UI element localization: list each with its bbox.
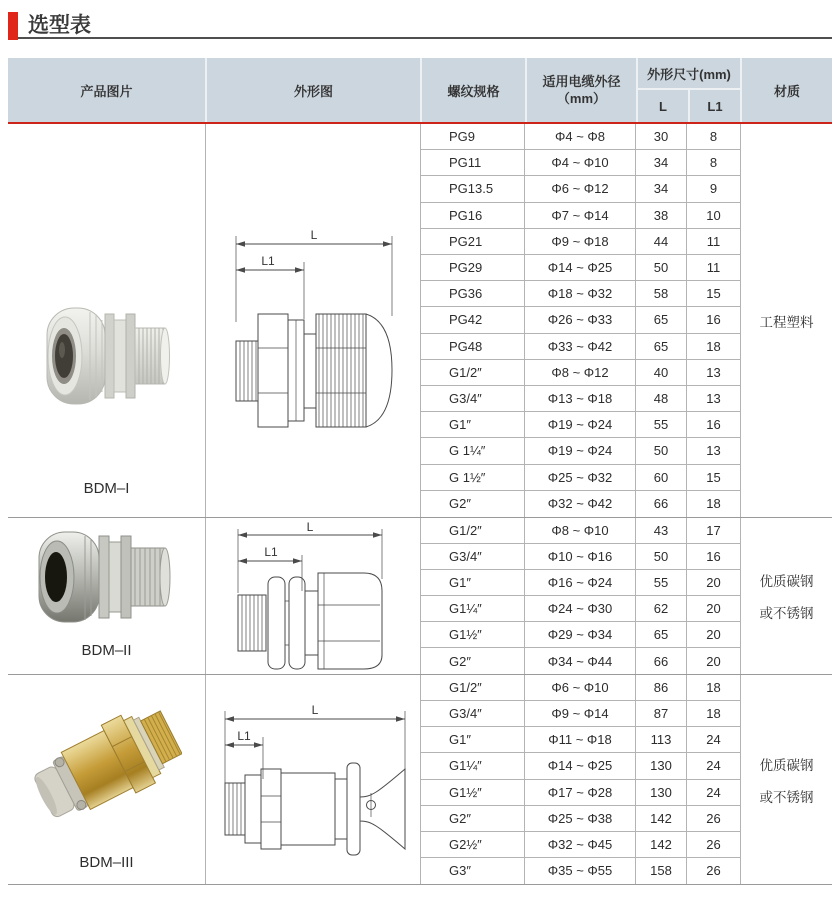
product-image-cell xyxy=(8,518,205,674)
thread-spec-cell: G3/4″ xyxy=(421,544,525,570)
header-cable-od xyxy=(525,58,636,122)
dim-l-cell: 30 xyxy=(636,124,687,150)
title-underline xyxy=(8,37,832,39)
thread-spec-cell: G2″ xyxy=(421,491,525,517)
dim-l1-cell: 8 xyxy=(687,150,740,176)
dim-l-cell: 34 xyxy=(636,150,687,176)
dim-l1-cell: 18 xyxy=(687,675,740,701)
dim-l1-cell: 26 xyxy=(687,832,740,858)
cable-od-cell: Φ9 ~ Φ18 xyxy=(525,229,636,255)
material-text: 或不锈钢 xyxy=(759,606,814,621)
material-text: 优质碳钢 xyxy=(759,757,814,773)
dim-l-cell: 58 xyxy=(636,281,687,307)
dim-label-l: L xyxy=(311,703,319,717)
header-dim-l: L xyxy=(659,98,667,114)
spec-rows-grid xyxy=(420,518,740,674)
cable-od-cell: Φ34 ~ Φ44 xyxy=(525,648,636,674)
thread-spec-cell: PG42 xyxy=(421,307,525,333)
header-cable-od-line1: 适用电缆外径 xyxy=(542,74,621,89)
section-bdm-3 xyxy=(8,674,832,884)
cable-od-cell: Φ24 ~ Φ30 xyxy=(525,596,636,622)
material-text: 优质碳钢 xyxy=(759,574,814,589)
cable-od-cell: Φ11 ~ Φ18 xyxy=(525,727,636,753)
cable-od-cell: Φ19 ~ Φ24 xyxy=(525,438,636,464)
table-body xyxy=(8,124,832,885)
header-dim-l1: L1 xyxy=(688,90,740,122)
thread-spec-cell: PG21 xyxy=(421,229,525,255)
header-dimensions xyxy=(636,58,740,122)
header-cable-od-line2: （mm） xyxy=(556,91,607,106)
outline-drawing-cell xyxy=(205,518,420,674)
dim-label-l1: L1 xyxy=(237,729,251,743)
outline-drawing-bdm-3 xyxy=(213,701,413,869)
dim-l-cell: 66 xyxy=(636,648,687,674)
section-bdm-2 xyxy=(8,517,832,674)
dim-l-cell: 55 xyxy=(636,570,687,596)
thread-spec-cell: G2½″ xyxy=(421,832,525,858)
header-material: 材质 xyxy=(740,58,832,122)
cable-od-cell: Φ14 ~ Φ25 xyxy=(525,753,636,779)
thread-spec-cell: G 1½″ xyxy=(421,465,525,491)
model-label: BDM–I xyxy=(83,480,130,497)
thread-spec-cell: G1½″ xyxy=(421,622,525,648)
thread-spec-cell: G3/4″ xyxy=(421,701,525,727)
title-bar xyxy=(8,11,832,43)
dim-l1-cell: 20 xyxy=(687,596,740,622)
product-image-cell xyxy=(8,124,205,517)
dim-l1-cell: 8 xyxy=(687,124,740,150)
header-dimensions-sub xyxy=(638,90,740,122)
cable-od-cell: Φ8 ~ Φ12 xyxy=(525,360,636,386)
thread-spec-cell: G1¼″ xyxy=(421,596,525,622)
thread-spec-cell: G2″ xyxy=(421,806,525,832)
cable-od-cell: Φ17 ~ Φ28 xyxy=(525,780,636,806)
cable-od-cell: Φ25 ~ Φ32 xyxy=(525,465,636,491)
header-thread-spec: 螺纹规格 xyxy=(420,58,525,122)
dim-l-cell: 50 xyxy=(636,544,687,570)
thread-spec-cell: G1″ xyxy=(421,570,525,596)
cable-od-cell: Φ14 ~ Φ25 xyxy=(525,255,636,281)
dim-l-cell: 50 xyxy=(636,438,687,464)
dim-l-cell: 130 xyxy=(636,780,687,806)
thread-spec-cell: PG36 xyxy=(421,281,525,307)
model-label: BDM–II xyxy=(81,642,132,659)
dim-l-cell: 38 xyxy=(636,203,687,229)
dim-l1-cell: 10 xyxy=(687,203,740,229)
cable-od-cell: Φ13 ~ Φ18 xyxy=(525,386,636,412)
dim-l-cell: 34 xyxy=(636,176,687,202)
material-text: 工程塑料 xyxy=(759,314,814,330)
outline-drawing-cell xyxy=(205,675,420,884)
outline-drawing-bdm-1 xyxy=(216,224,411,429)
dim-l1-cell: 24 xyxy=(687,727,740,753)
table-header-row xyxy=(8,58,832,122)
dim-label-l: L xyxy=(310,228,317,242)
product-image-cell xyxy=(8,675,205,884)
cable-od-cell: Φ4 ~ Φ10 xyxy=(525,150,636,176)
outline-drawing-cell xyxy=(205,124,420,517)
dim-l-cell: 40 xyxy=(636,360,687,386)
thread-spec-cell: G 1¼″ xyxy=(421,438,525,464)
dim-l-cell: 48 xyxy=(636,386,687,412)
title-red-marker xyxy=(8,12,18,40)
cable-od-cell: Φ19 ~ Φ24 xyxy=(525,412,636,438)
dim-l1-cell: 26 xyxy=(687,806,740,832)
dim-l1-cell: 16 xyxy=(687,412,740,438)
cable-od-cell: Φ32 ~ Φ45 xyxy=(525,832,636,858)
thread-spec-cell: PG16 xyxy=(421,203,525,229)
material-cell xyxy=(740,675,832,884)
dim-l1-cell: 11 xyxy=(687,255,740,281)
thread-spec-cell: G3″ xyxy=(421,858,525,884)
thread-spec-cell: G1¼″ xyxy=(421,753,525,779)
dim-l1-cell: 13 xyxy=(687,360,740,386)
dim-l-cell: 86 xyxy=(636,675,687,701)
dim-l-cell: 66 xyxy=(636,491,687,517)
dim-l1-cell: 9 xyxy=(687,176,740,202)
thread-spec-cell: PG29 xyxy=(421,255,525,281)
dim-l-cell: 130 xyxy=(636,753,687,779)
cable-od-cell: Φ16 ~ Φ24 xyxy=(525,570,636,596)
thread-spec-cell: G1″ xyxy=(421,412,525,438)
dim-l1-cell: 11 xyxy=(687,229,740,255)
model-label: BDM–III xyxy=(79,854,134,871)
material-text: 或不锈钢 xyxy=(759,789,814,805)
dim-l1-cell: 26 xyxy=(706,863,721,879)
cable-od-cell: Φ32 ~ Φ42 xyxy=(525,491,636,517)
thread-spec-cell: PG13.5 xyxy=(421,176,525,202)
cable-od-cell: Φ10 ~ Φ16 xyxy=(525,544,636,570)
dim-label-l: L xyxy=(306,521,313,534)
dim-label-l1: L1 xyxy=(260,254,275,268)
dim-l1-cell: 18 xyxy=(687,334,740,360)
dim-l-cell: 142 xyxy=(636,832,687,858)
cable-od-cell: Φ26 ~ Φ33 xyxy=(525,307,636,333)
dim-l1-cell: 13 xyxy=(687,438,740,464)
dim-l-cell: 142 xyxy=(636,806,687,832)
dim-l-cell: 55 xyxy=(636,412,687,438)
dim-l-cell: 65 xyxy=(636,307,687,333)
cable-od-cell: Φ25 ~ Φ38 xyxy=(525,806,636,832)
dim-l-cell: 65 xyxy=(636,622,687,648)
material-cell xyxy=(740,124,832,517)
material-cell xyxy=(740,518,832,674)
thread-spec-cell: PG9 xyxy=(421,124,525,150)
product-photo-bdm-2-metal-gland xyxy=(37,528,177,626)
cable-od-cell: Φ7 ~ Φ14 xyxy=(525,203,636,229)
thread-spec-cell: G3/4″ xyxy=(421,386,525,412)
dim-l-cell: 113 xyxy=(636,727,687,753)
product-photo-bdm-1-plastic-gland xyxy=(44,300,170,412)
dim-l1-cell: 20 xyxy=(687,570,740,596)
thread-spec-cell: G2″ xyxy=(421,648,525,674)
outline-drawing-bdm-2 xyxy=(216,521,411,671)
page-title: 选型表 xyxy=(28,14,91,37)
dim-l1-cell: 20 xyxy=(706,653,721,669)
dim-l-cell: 65 xyxy=(636,334,687,360)
dim-l-cell: 43 xyxy=(636,518,687,544)
cable-od-cell: Φ35 ~ Φ55 xyxy=(525,858,636,884)
cable-od-cell: Φ29 ~ Φ34 xyxy=(525,622,636,648)
spec-rows-grid xyxy=(420,675,740,884)
dim-l-cell: 60 xyxy=(636,465,687,491)
dim-l-cell: 44 xyxy=(636,229,687,255)
thread-spec-cell: G1/2″ xyxy=(421,675,525,701)
dim-l1-cell: 16 xyxy=(687,307,740,333)
selection-table xyxy=(8,58,832,885)
dim-l1-cell: 24 xyxy=(687,753,740,779)
dim-l1-cell: 18 xyxy=(687,701,740,727)
thread-spec-cell: PG48 xyxy=(421,334,525,360)
dim-l-cell: 158 xyxy=(636,858,687,884)
thread-spec-cell: G1½″ xyxy=(421,780,525,806)
dim-l-cell: 87 xyxy=(636,701,687,727)
cable-od-cell: Φ33 ~ Φ42 xyxy=(525,334,636,360)
dim-l-cell: 62 xyxy=(636,596,687,622)
header-product-image: 产品图片 xyxy=(80,83,133,99)
cable-od-cell: Φ18 ~ Φ32 xyxy=(525,281,636,307)
dim-l1-cell: 15 xyxy=(687,465,740,491)
dim-l1-cell: 16 xyxy=(687,544,740,570)
thread-spec-cell: PG11 xyxy=(421,150,525,176)
cable-od-cell: Φ8 ~ Φ10 xyxy=(525,518,636,544)
dim-l1-cell: 15 xyxy=(687,281,740,307)
spec-rows-grid xyxy=(420,124,740,517)
dim-l1-cell: 17 xyxy=(687,518,740,544)
dim-l-cell: 50 xyxy=(636,255,687,281)
header-outline: 外形图 xyxy=(205,58,420,122)
thread-spec-cell: G1″ xyxy=(421,727,525,753)
dim-l1-cell: 24 xyxy=(687,780,740,806)
dim-l1-cell: 18 xyxy=(706,496,721,512)
header-dimensions-label: 外形尺寸(mm) xyxy=(638,58,740,90)
dim-l1-cell: 20 xyxy=(687,622,740,648)
cable-od-cell: Φ4 ~ Φ8 xyxy=(525,124,636,150)
product-photo-bdm-3-brass-gland xyxy=(32,691,182,839)
section-bdm-1 xyxy=(8,124,832,517)
cable-od-cell: Φ9 ~ Φ14 xyxy=(525,701,636,727)
thread-spec-cell: G1/2″ xyxy=(421,518,525,544)
thread-spec-cell: G1/2″ xyxy=(421,360,525,386)
dim-l1-cell: 13 xyxy=(687,386,740,412)
dim-label-l1: L1 xyxy=(263,545,278,559)
cable-od-cell: Φ6 ~ Φ12 xyxy=(525,176,636,202)
cable-od-cell: Φ6 ~ Φ10 xyxy=(525,675,636,701)
